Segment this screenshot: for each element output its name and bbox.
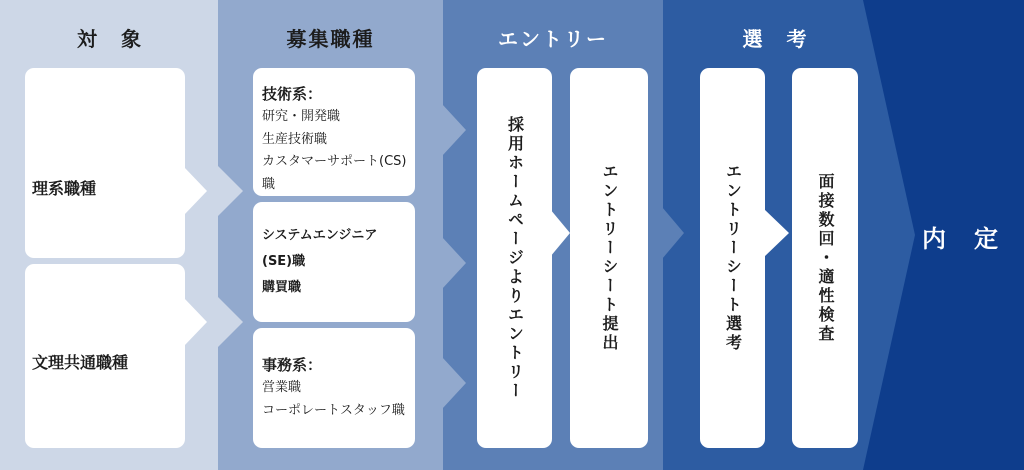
jobs-card-se [253, 202, 415, 322]
stage-jobs-header: 募集職種 [286, 27, 375, 51]
jobs-card-admin-title: 事務系： [262, 356, 323, 374]
entry-card-website [477, 68, 552, 448]
jobs-card-technical [253, 68, 415, 196]
jobs-card-technical-title: 技術系： [262, 85, 323, 103]
selection-card-sheet-screening [700, 68, 765, 448]
entry-card-sheet [570, 68, 648, 448]
stage-target-header: 対 象 [77, 27, 143, 51]
target-card-science-label: 理系職種 [32, 179, 97, 198]
target-card-science [25, 68, 185, 258]
jobs-card-technical-line: カスタマーサポート(CS)職 [262, 154, 407, 192]
jobs-card-se-line: 購買職 [262, 280, 302, 295]
selection-card-interview-label: 面接数回・適性検査 [816, 172, 835, 344]
target-card-common-label: 文理共通職種 [32, 353, 129, 372]
jobs-card-technical-line: 生産技術職 [262, 131, 328, 147]
entry-card-sheet-label: エントリーシート提出 [600, 163, 619, 353]
jobs-card-admin-line: 営業職 [262, 380, 302, 395]
jobs-card-technical-line: 研究・開発職 [262, 109, 341, 124]
stage-entry-header: エントリー [498, 27, 608, 51]
jobs-card-se-line: システムエンジニア(SE)職 [262, 228, 378, 269]
selection-card-interview [792, 68, 858, 448]
entry-card-website-label: 採用ホームページよりエントリー [505, 115, 525, 401]
jobs-card-admin-line: コーポレートスタッフ職 [262, 402, 405, 418]
stage-selection-header: 選 考 [742, 27, 809, 51]
jobs-card-admin [253, 328, 415, 448]
offer-label: 内 定 [922, 225, 1000, 253]
selection-card-sheet-screening-label: エントリーシート選考 [723, 163, 743, 353]
target-card-common [25, 264, 185, 448]
